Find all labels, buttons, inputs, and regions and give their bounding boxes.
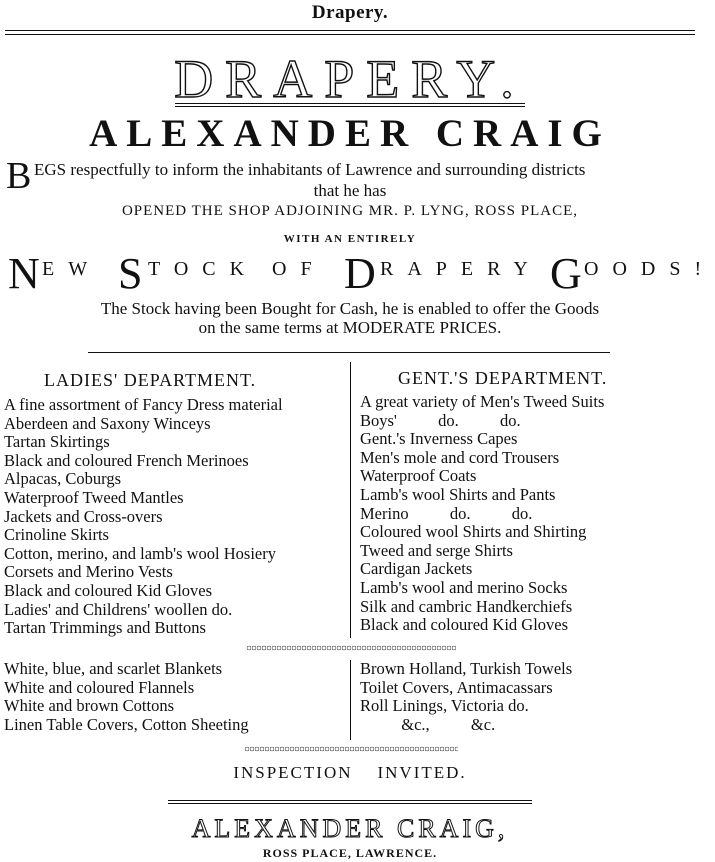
list-item: Lamb's wool and merino Socks: [360, 577, 568, 597]
top-rule: [5, 30, 695, 31]
list-item: Brown Holland, Turkish Towels: [360, 659, 573, 678]
list-item: A great variety of Men's Tweed Suits: [360, 392, 605, 411]
new-stock-headline: [0, 249, 715, 298]
list-item: Cardigan Jackets: [360, 559, 473, 579]
list-item: White and brown Cottons: [4, 696, 175, 716]
list-item: Merino do. do.: [360, 503, 533, 523]
running-head: Drapery.: [311, 2, 389, 23]
footer-rule: [168, 800, 532, 801]
headline-tock: TOCK: [148, 258, 259, 280]
opened-line: OPENED THE SHOP ADJOINING MR. P. LYNG, ROSS PLACE,: [121, 203, 579, 219]
list-item: Corsets and Merino Vests: [4, 562, 173, 582]
intro-line-2: that he has: [313, 181, 387, 200]
section-rule: [88, 352, 610, 353]
list-item: Toilet Covers, Antimacassars: [360, 677, 553, 697]
headline-rapery: RAPERY: [380, 258, 542, 280]
household-divider: [350, 660, 351, 740]
list-item: Alpacas, Coburgs: [4, 469, 122, 489]
list-item: A fine assortment of Fancy Dress material: [4, 395, 283, 414]
gents-heading: GENT.'S DEPARTMENT.: [398, 368, 608, 388]
footer-merchant-name: ALEXANDER CRAIG,: [191, 814, 509, 843]
title-rule: [175, 103, 525, 104]
with-line: WITH AN ENTIRELY: [283, 233, 417, 245]
title-rule-2: [175, 106, 525, 107]
household-right-list: [360, 660, 572, 734]
list-item: Tweed and serge Shirts: [360, 540, 513, 560]
list-item: Tartan Skirtings: [4, 432, 110, 452]
list-item: Black and coloured Kid Gloves: [4, 580, 213, 600]
inspection-invited: INSPECTION INVITED.: [233, 763, 467, 782]
top-rule-2: [5, 34, 695, 35]
headline-ew: EW: [42, 258, 102, 280]
list-item: Gent.'s Inverness Capes: [360, 429, 518, 449]
column-divider: [350, 362, 351, 638]
drop-cap: B: [6, 155, 32, 197]
headline-s: S: [118, 249, 143, 298]
list-item: Crinoline Skirts: [4, 525, 109, 545]
advert-title: DRAPERY.: [174, 49, 526, 109]
list-item: Roll Linings, Victoria do.: [360, 696, 529, 716]
list-item: Men's mole and cord Trousers: [360, 447, 560, 467]
list-item: Jackets and Cross-overs: [4, 506, 163, 526]
stock-note-line-2: on the same terms at MODERATE PRICES.: [198, 318, 502, 337]
list-item: Waterproof Coats: [360, 466, 477, 486]
headline-n: N: [8, 249, 40, 298]
list-item: White, blue, and scarlet Blankets: [4, 659, 223, 678]
list-item: White and coloured Flannels: [4, 677, 195, 697]
list-item: Cotton, merino, and lamb's wool Hosiery: [4, 543, 276, 563]
merchant-name: ALEXANDER CRAIG: [89, 112, 611, 155]
ornamental-rule: [246, 645, 456, 651]
ladies-heading: LADIES' DEPARTMENT.: [44, 370, 257, 390]
list-item: Black and coloured Kid Gloves: [360, 615, 569, 635]
household-left-list: [4, 660, 249, 734]
headline-d: D: [344, 249, 376, 298]
list-item: Tartan Trimmings and Buttons: [4, 618, 206, 638]
list-item: &c., &c.: [360, 714, 496, 734]
footer-rule-2: [168, 803, 532, 804]
list-item: Boys' do. do.: [360, 410, 521, 430]
list-item: Ladies' and Childrens' woollen do.: [4, 599, 233, 619]
ladies-list: [4, 396, 283, 638]
list-item: Linen Table Covers, Cotton Sheeting: [4, 714, 249, 734]
gents-list: [360, 393, 604, 635]
list-item: Aberdeen and Saxony Winceys: [4, 413, 211, 433]
intro-text: EGS respectfully to inform the inhabitants of Lawrence and surrounding districts: [34, 160, 586, 179]
list-item: Black and coloured French Merinoes: [4, 450, 249, 470]
list-item: Silk and cambric Handkerchiefs: [360, 596, 573, 616]
ornamental-rule-2: [244, 746, 458, 752]
headline-g: G: [550, 249, 582, 298]
list-item: Lamb's wool Shirts and Pants: [360, 484, 556, 504]
headline-of: OF: [272, 258, 326, 280]
footer-place: ROSS PLACE, LAWRENCE.: [262, 846, 438, 860]
headline-oods: OODS!: [584, 258, 715, 280]
list-item: Waterproof Tweed Mantles: [4, 487, 184, 507]
stock-note-line-1: The Stock having been Bought for Cash, he is enabled to offer the Goods: [100, 299, 600, 318]
list-item: Coloured wool Shirts and Shirting: [360, 522, 587, 542]
